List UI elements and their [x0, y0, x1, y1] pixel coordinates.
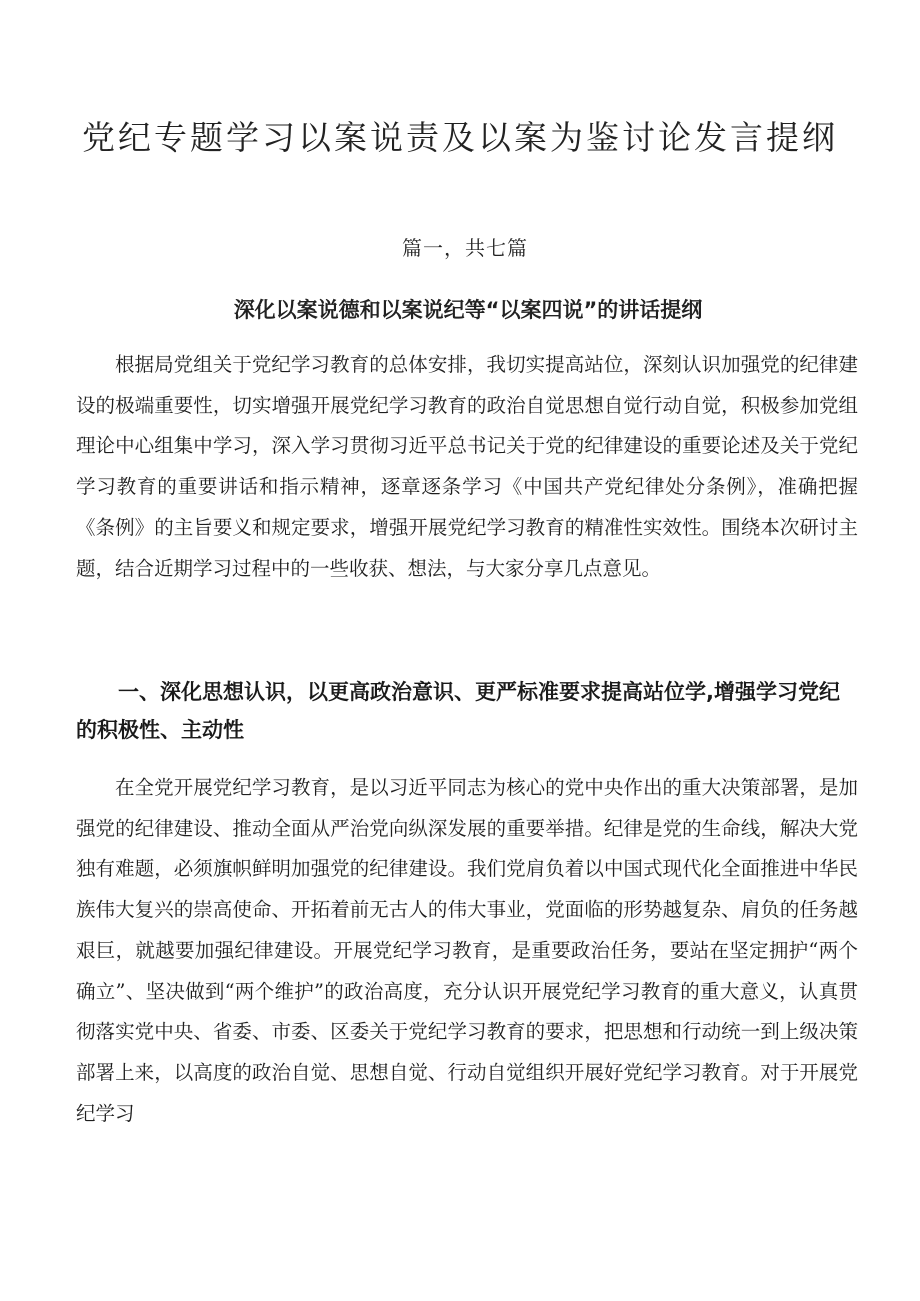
- section-1-paragraph: 在全党开展党纪学习教育，是以习近平同志为核心的党中央作出的重大决策部署，是加强党的纪律建设、推动全面从严治党向纵深发展的重要举措。纪律是党的生命线，解决大党独有难题，必须旗帜鲜明加强党的纪律建设。我们党肩负着以中国式现代化全面推进中华民族伟大复兴的崇高使命、开拓着前无古人的伟大事业，党面临的形势越复杂、肩负的任务越艰巨，就越要加强纪律建设。开展党纪学习教育，是重要政治任务，要站在坚定拥护“两个确立”、坚决做到“两个维护”的政治高度，充分认识开展党纪学习教育的重大意义，认真贯彻落实党中央、省委、市委、区委关于党纪学习教育的要求，把思想和行动统一到上级决策部署上来，以高度的政治自觉、思想自觉、行动自觉组织开展好党纪学习教育。对于开展党纪学习: [76, 776, 858, 1125]
- intro-paragraph: 根据局党组关于党纪学习教育的总体安排，我切实提高站位，深刻认识加强党的纪律建设的极端重要性，切实增强开展党纪学习教育的政治自觉思想自觉行动自觉，积极参加党组理论中心组集中学习，深入学习贯彻习近平总书记关于党的纪律建设的重要论述及关于党纪学习教育的重要讲话和指示精神，逐章逐条学习《中国共产党纪律处分条例》，准确把握《条例》的主旨要义和规定要求，增强开展党纪学习教育的精准性实效性。围绕本次研讨主题，结合近期学习过程中的一些收获、想法，与大家分享几点意见。: [76, 353, 858, 580]
- section-heading-1: 一、深化思想认识，以更高政治意识、更严标准要求提高站位学,增强学习党纪的积极性、主动性: [76, 680, 840, 742]
- document-title: 党纪专题学习以案说责及以案为鉴讨论发言提纲: [82, 118, 838, 157]
- part-label: 篇一，共七篇: [402, 236, 528, 260]
- speech-subtitle: 深化以案说德和以案说纪等“以案四说”的讲话提纲: [233, 298, 703, 322]
